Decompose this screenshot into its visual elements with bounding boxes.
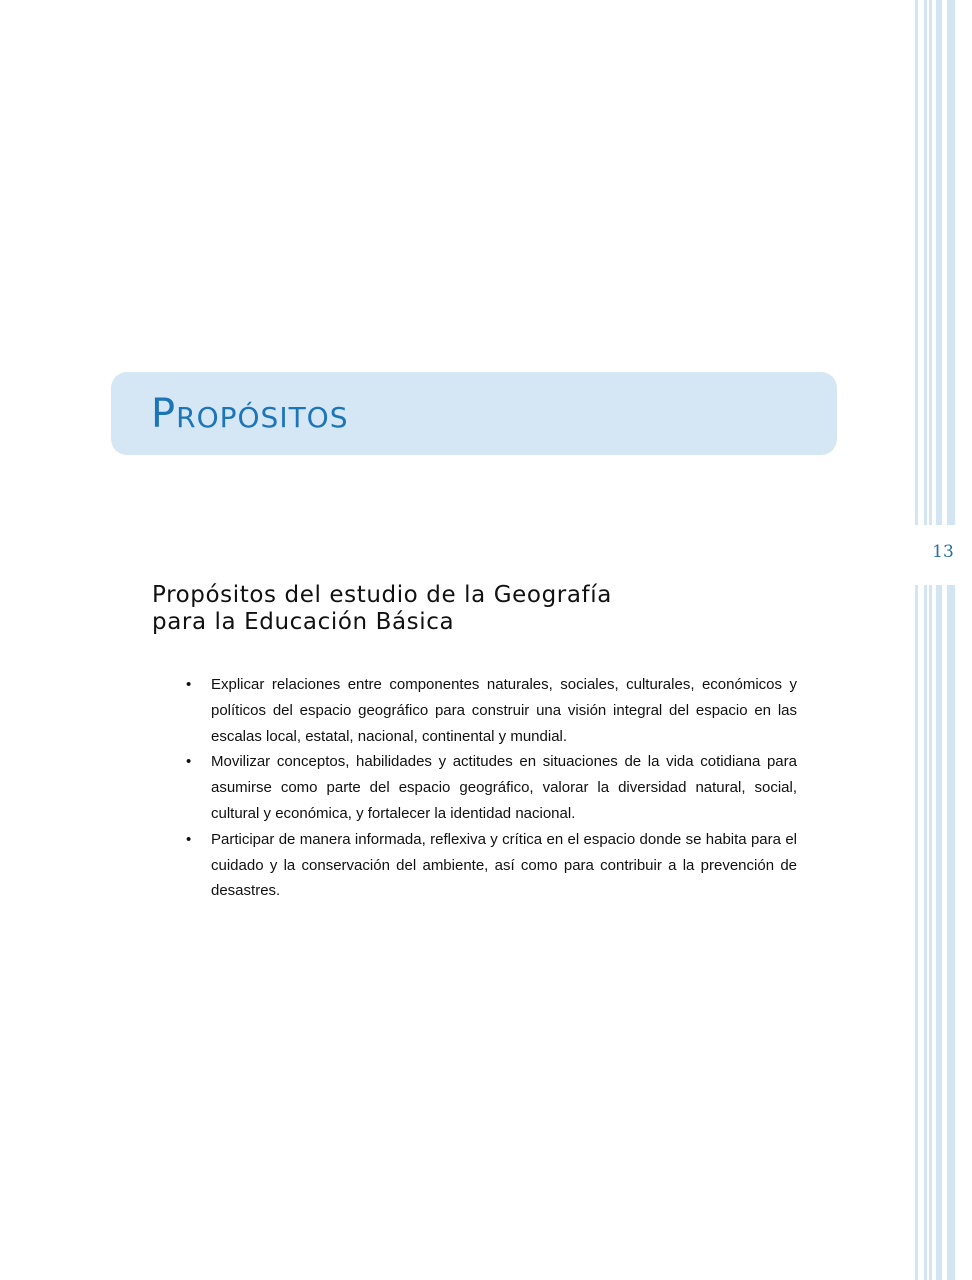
bullet-icon: • [186, 753, 192, 771]
section-banner [111, 372, 837, 455]
purposes-list [186, 672, 797, 904]
bullet-icon: • [186, 830, 192, 848]
subsection-heading [152, 582, 612, 636]
list-item: • Participar de manera informada, reflexiva y crítica en el espacio donde se habita para el cuidado y la conservación del ambiente, así como para contribuir a la prevención de desastres. [211, 827, 797, 904]
bullet-icon: • [186, 676, 192, 693]
list-item: • Movilizar conceptos, habilidades y actitudes en situaciones de la vida cotidiana para asumirse como parte del espacio geográfico, valorar la diversidad natural, social, cultural y económica, y fortalecer la identidad nacional. [211, 749, 797, 826]
list-item: • Explicar relaciones entre componentes naturales, sociales, culturales, económicos y políticos del espacio geográfico para construir una visión integral del espacio en las escalas local, estatal, nacional, continental y mundial. [211, 672, 797, 749]
subsection-heading-line1: Propósitos del estudio de la Geografía [152, 582, 612, 608]
subsection-heading-line2: para la Educación Básica [152, 609, 455, 635]
section-title: Propósitos [151, 391, 349, 437]
page-number: 13 [932, 542, 954, 562]
